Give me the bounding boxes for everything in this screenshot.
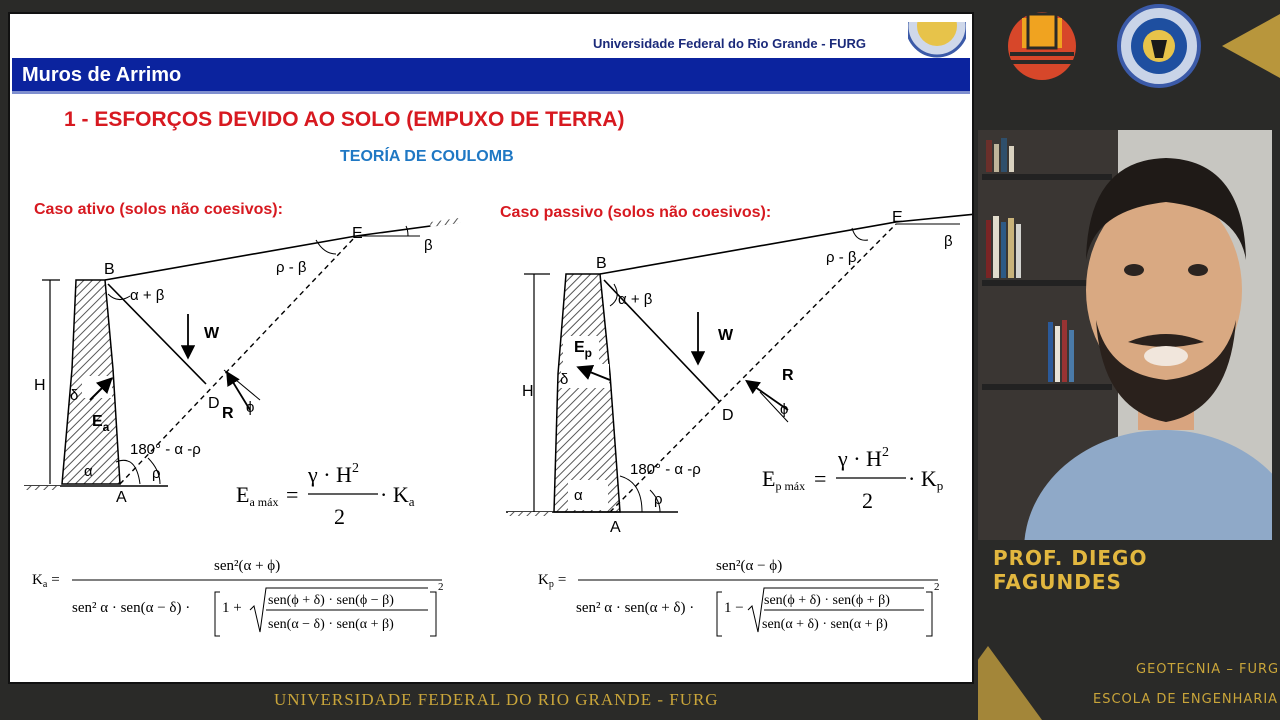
- active-angle-180: 180° - α -ρ: [130, 441, 201, 458]
- passive-angle-alpha: α: [574, 487, 583, 504]
- passive-emax-formula: [762, 445, 943, 513]
- svg-text:Ka=: $K_a$ =: [32, 572, 60, 590]
- presenter-name: PROF. DIEGO FAGUNDES: [993, 546, 1148, 594]
- active-angle-alpha: α: [84, 463, 93, 480]
- svg-text:Ep máx: Ep máx: [762, 466, 806, 493]
- gold-triangle-bottom-icon: [978, 646, 1042, 720]
- section-heading: 1 - ESFORÇOS DEVIDO AO SOLO (EMPUXO DE TERRA): [64, 108, 625, 131]
- engineering-school-label: ESCOLA DE ENGENHARIA: [1093, 692, 1279, 707]
- active-angle-rho: ρ: [152, 465, 161, 482]
- svg-text:1 −: 1 −: [724, 600, 744, 616]
- passive-case-heading: Caso passivo (solos não coesivos):: [500, 204, 772, 221]
- svg-text:=: =: [286, 482, 299, 507]
- active-k-formula: [32, 558, 444, 636]
- svg-text:sen² α · sen(α − δ) ·: sen² α · sen(α − δ) ·: [72, 600, 191, 616]
- passive-label-ep: $E_p$: [574, 339, 593, 360]
- passive-label-h: H: [522, 383, 534, 400]
- active-angle-phi: ϕ: [246, 399, 255, 416]
- slide-panel: [8, 12, 974, 684]
- passive-angle-180: 180° - α -ρ: [630, 461, 701, 478]
- active-angle-delta: δ: [70, 387, 79, 404]
- passive-point-d: D: [722, 407, 734, 424]
- active-point-e: E: [352, 225, 363, 242]
- passive-retaining-wall: [554, 274, 620, 512]
- active-diagram: [24, 218, 460, 506]
- passive-angle-alpha-plus-beta: α + β: [618, 291, 653, 308]
- university-header: Universidade Federal do Rio Grande - FURG: [592, 36, 866, 51]
- svg-text:· Ka: · Ka: [380, 482, 415, 509]
- active-backfill-surface: [105, 236, 356, 280]
- passive-point-b: B: [596, 255, 607, 272]
- svg-text:sen²(α − ϕ): sen²(α − ϕ): [716, 558, 783, 574]
- active-angle-beta: β: [424, 237, 433, 254]
- svg-text:Kp=: $K_p$ =: [538, 572, 567, 590]
- passive-k-formula: [538, 558, 940, 636]
- passive-angle-rho: ρ: [654, 491, 663, 508]
- active-label-w: W: [204, 325, 220, 342]
- passive-point-e: E: [892, 209, 903, 226]
- svg-text:sen(ϕ + δ) · sen(ϕ − β): sen(ϕ + δ) · sen(ϕ − β): [268, 593, 394, 608]
- svg-text:sen(α − δ) · sen(α + β): sen(α − δ) · sen(α + β): [268, 617, 394, 632]
- active-label-r: R: [222, 405, 234, 422]
- svg-text:sen² α · sen(α + δ) ·: sen² α · sen(α + δ) ·: [576, 600, 695, 616]
- diagrams-canvas: [10, 14, 974, 684]
- passive-label-r: R: [782, 367, 794, 384]
- svg-text:2: 2: [438, 581, 444, 593]
- active-label-h: H: [34, 377, 46, 394]
- presenter-webcam: [978, 130, 1272, 540]
- logos-area: [978, 0, 1280, 130]
- svg-text:γ · H2: $\gamma \cdot H^2$: [308, 461, 359, 487]
- svg-text:2: 2: [862, 488, 873, 513]
- gold-triangle-top-icon: [1222, 14, 1280, 78]
- passive-angle-phi: ϕ: [780, 401, 789, 418]
- passive-backfill-surface: [600, 222, 896, 274]
- geotecnia-label: GEOTECNIA – FURG: [1136, 662, 1280, 677]
- theory-subheading: TEORÍA DE COULOMB: [340, 148, 514, 165]
- passive-diagram: [506, 209, 974, 536]
- svg-text:sen(α + δ) · sen(α + β): sen(α + δ) · sen(α + β): [762, 617, 888, 632]
- engineering-school-seal-icon: [1119, 6, 1199, 86]
- active-point-a: A: [116, 489, 127, 506]
- passive-angle-delta: δ: [560, 371, 569, 388]
- svg-text:· Kp: · Kp: [908, 466, 944, 493]
- passive-angle-beta: β: [944, 233, 953, 250]
- active-angle-alpha-plus-beta: α + β: [130, 287, 165, 304]
- passive-label-w: W: [718, 327, 734, 344]
- active-angle-rho-minus-beta: ρ - β: [276, 259, 307, 276]
- active-point-d: D: [208, 395, 220, 412]
- slide-title: Muros de Arrimo: [22, 64, 182, 86]
- svg-text:γ · H2: $\gamma \cdot H^2$: [838, 445, 889, 471]
- svg-text:Ea máx: Ea máx: [236, 482, 279, 509]
- active-case-heading: Caso ativo (solos não coesivos):: [34, 201, 283, 218]
- passive-point-a: A: [610, 519, 621, 536]
- passive-angle-rho-minus-beta: ρ - β: [826, 249, 857, 266]
- svg-text:2: 2: [934, 581, 940, 593]
- svg-text:1 +: 1 +: [222, 600, 242, 616]
- footer-university: UNIVERSIDADE FEDERAL DO RIO GRANDE - FURG: [274, 690, 719, 709]
- svg-text:sen(ϕ + δ) · sen(ϕ + β): sen(ϕ + δ) · sen(ϕ + β): [764, 593, 890, 608]
- svg-text:2: 2: [334, 504, 345, 529]
- svg-text:sen²(α + ϕ): sen²(α + ϕ): [214, 558, 281, 574]
- active-label-ea: $E_a$: [92, 413, 110, 434]
- furg-logo-icon: [1008, 12, 1076, 80]
- active-point-b: B: [104, 261, 115, 278]
- svg-text:=: =: [814, 466, 827, 491]
- active-emax-formula: [236, 461, 415, 529]
